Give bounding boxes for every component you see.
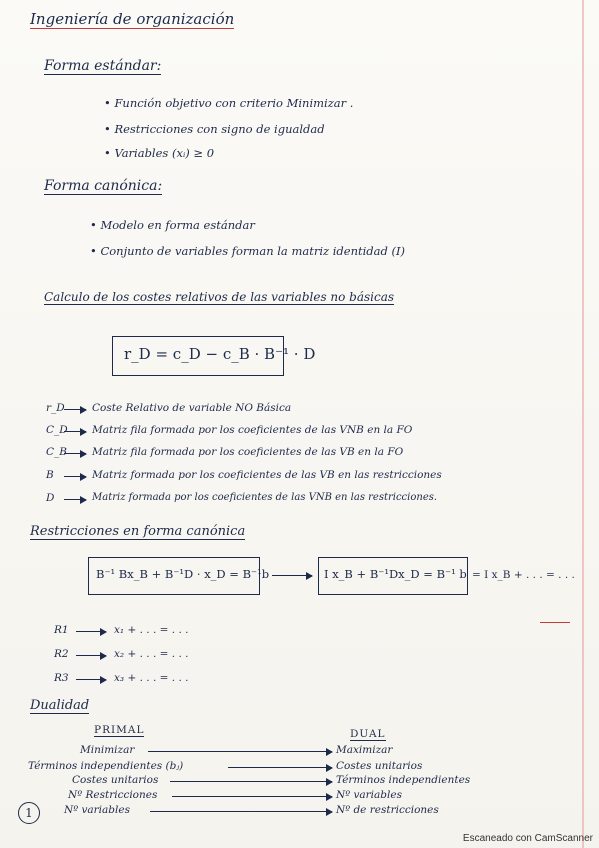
dual-arrow-4 — [172, 796, 332, 797]
forma-canonica-heading: Forma canónica: — [44, 178, 163, 194]
def-text-5: Matriz formada por los coeficientes de las VNB en las restricciones. — [92, 492, 438, 503]
def-text-3: Matriz fila formada por los coeficientes de las VB en la FO — [92, 446, 404, 458]
dual-arrow-3 — [170, 781, 332, 782]
def-sym-3: C_B — [46, 446, 67, 458]
dual-3: Términos independientes — [336, 774, 471, 786]
dual-arrow-5 — [150, 811, 332, 812]
def-arrow-5 — [64, 499, 86, 500]
dual-arrow-1 — [148, 751, 332, 752]
page-number: 1 — [18, 802, 40, 824]
def-text-4: Matriz formada por los coeficientes de las VB en las restricciones — [92, 469, 442, 481]
def-sym-1: r_D — [46, 402, 65, 414]
primal-1: Minimizar — [80, 744, 135, 756]
row-label-3: R3 — [54, 672, 69, 684]
def-text-1: Coste Relativo de variable NO Básica — [92, 402, 292, 414]
row-label-2: R2 — [54, 648, 69, 660]
row-label-1: R1 — [54, 624, 69, 636]
row-expr-3: x₃ + . . . = . . . — [114, 672, 189, 684]
def-arrow-4 — [64, 476, 86, 477]
row-arrow-3 — [76, 679, 106, 680]
estandar-bullet-3: • Variables (xᵢ) ≥ 0 — [104, 146, 215, 160]
restricciones-arrow — [272, 575, 312, 576]
primal-5: Nº variables — [64, 804, 130, 816]
dual-1: Maximizar — [336, 744, 393, 756]
primal-4: Nº Restricciones — [68, 789, 158, 801]
margin-line — [582, 0, 584, 848]
primal-3: Costes unitarios — [72, 774, 159, 786]
estandar-bullet-2: • Restricciones con signo de igualdad — [104, 122, 325, 136]
restricciones-formula-tail: = I x_B + . . . = . . . — [472, 569, 575, 581]
primal-2: Términos independientes (bⱼ) — [28, 760, 184, 772]
restricciones-formula-left: B⁻¹ Bx_B + B⁻¹D · x_D = B⁻¹b — [96, 567, 270, 581]
estandar-bullet-1: • Función objetivo con criterio Minimizar . — [104, 96, 354, 110]
def-arrow-3 — [64, 453, 86, 454]
restricciones-formula-right: I x_B + B⁻¹Dx_D = B⁻¹ b — [324, 567, 467, 581]
dualidad-heading: Dualidad — [30, 698, 90, 713]
margin-red-dash — [540, 622, 570, 623]
def-sym-2: C_D — [46, 424, 68, 436]
primal-label: PRIMAL — [94, 724, 145, 736]
row-arrow-2 — [76, 655, 106, 656]
canonica-bullet-1: • Modelo en forma estándar — [90, 218, 255, 232]
row-expr-2: x₂ + . . . = . . . — [114, 648, 189, 660]
row-expr-1: x₁ + . . . = . . . — [114, 624, 189, 636]
costes-formula: r_D = c_D − c_B · B⁻¹ · D — [124, 345, 316, 363]
page-title: Ingeniería de organización — [30, 10, 235, 28]
dual-4: Nº variables — [336, 789, 402, 801]
def-arrow-1 — [64, 409, 86, 410]
def-text-2: Matriz fila formada por los coeficientes de las VNB en la FO — [92, 424, 413, 436]
restricciones-heading: Restricciones en forma canónica — [30, 524, 246, 539]
costes-heading: Calculo de los costes relativos de las variables no básicas — [44, 290, 395, 304]
dual-5: Nº de restricciones — [336, 804, 439, 816]
dual-arrow-2 — [228, 767, 332, 768]
def-sym-5: D — [46, 492, 55, 504]
def-sym-4: B — [46, 469, 54, 481]
forma-estandar-heading: Forma estándar: — [44, 58, 162, 74]
scanner-footer: Escaneado con CamScanner — [462, 833, 593, 844]
dual-label: DUAL — [350, 728, 386, 740]
canonica-bullet-2: • Conjunto de variables forman la matriz identidad (I) — [90, 244, 406, 258]
def-arrow-2 — [64, 431, 86, 432]
row-arrow-1 — [76, 631, 106, 632]
dual-2: Costes unitarios — [336, 760, 423, 772]
